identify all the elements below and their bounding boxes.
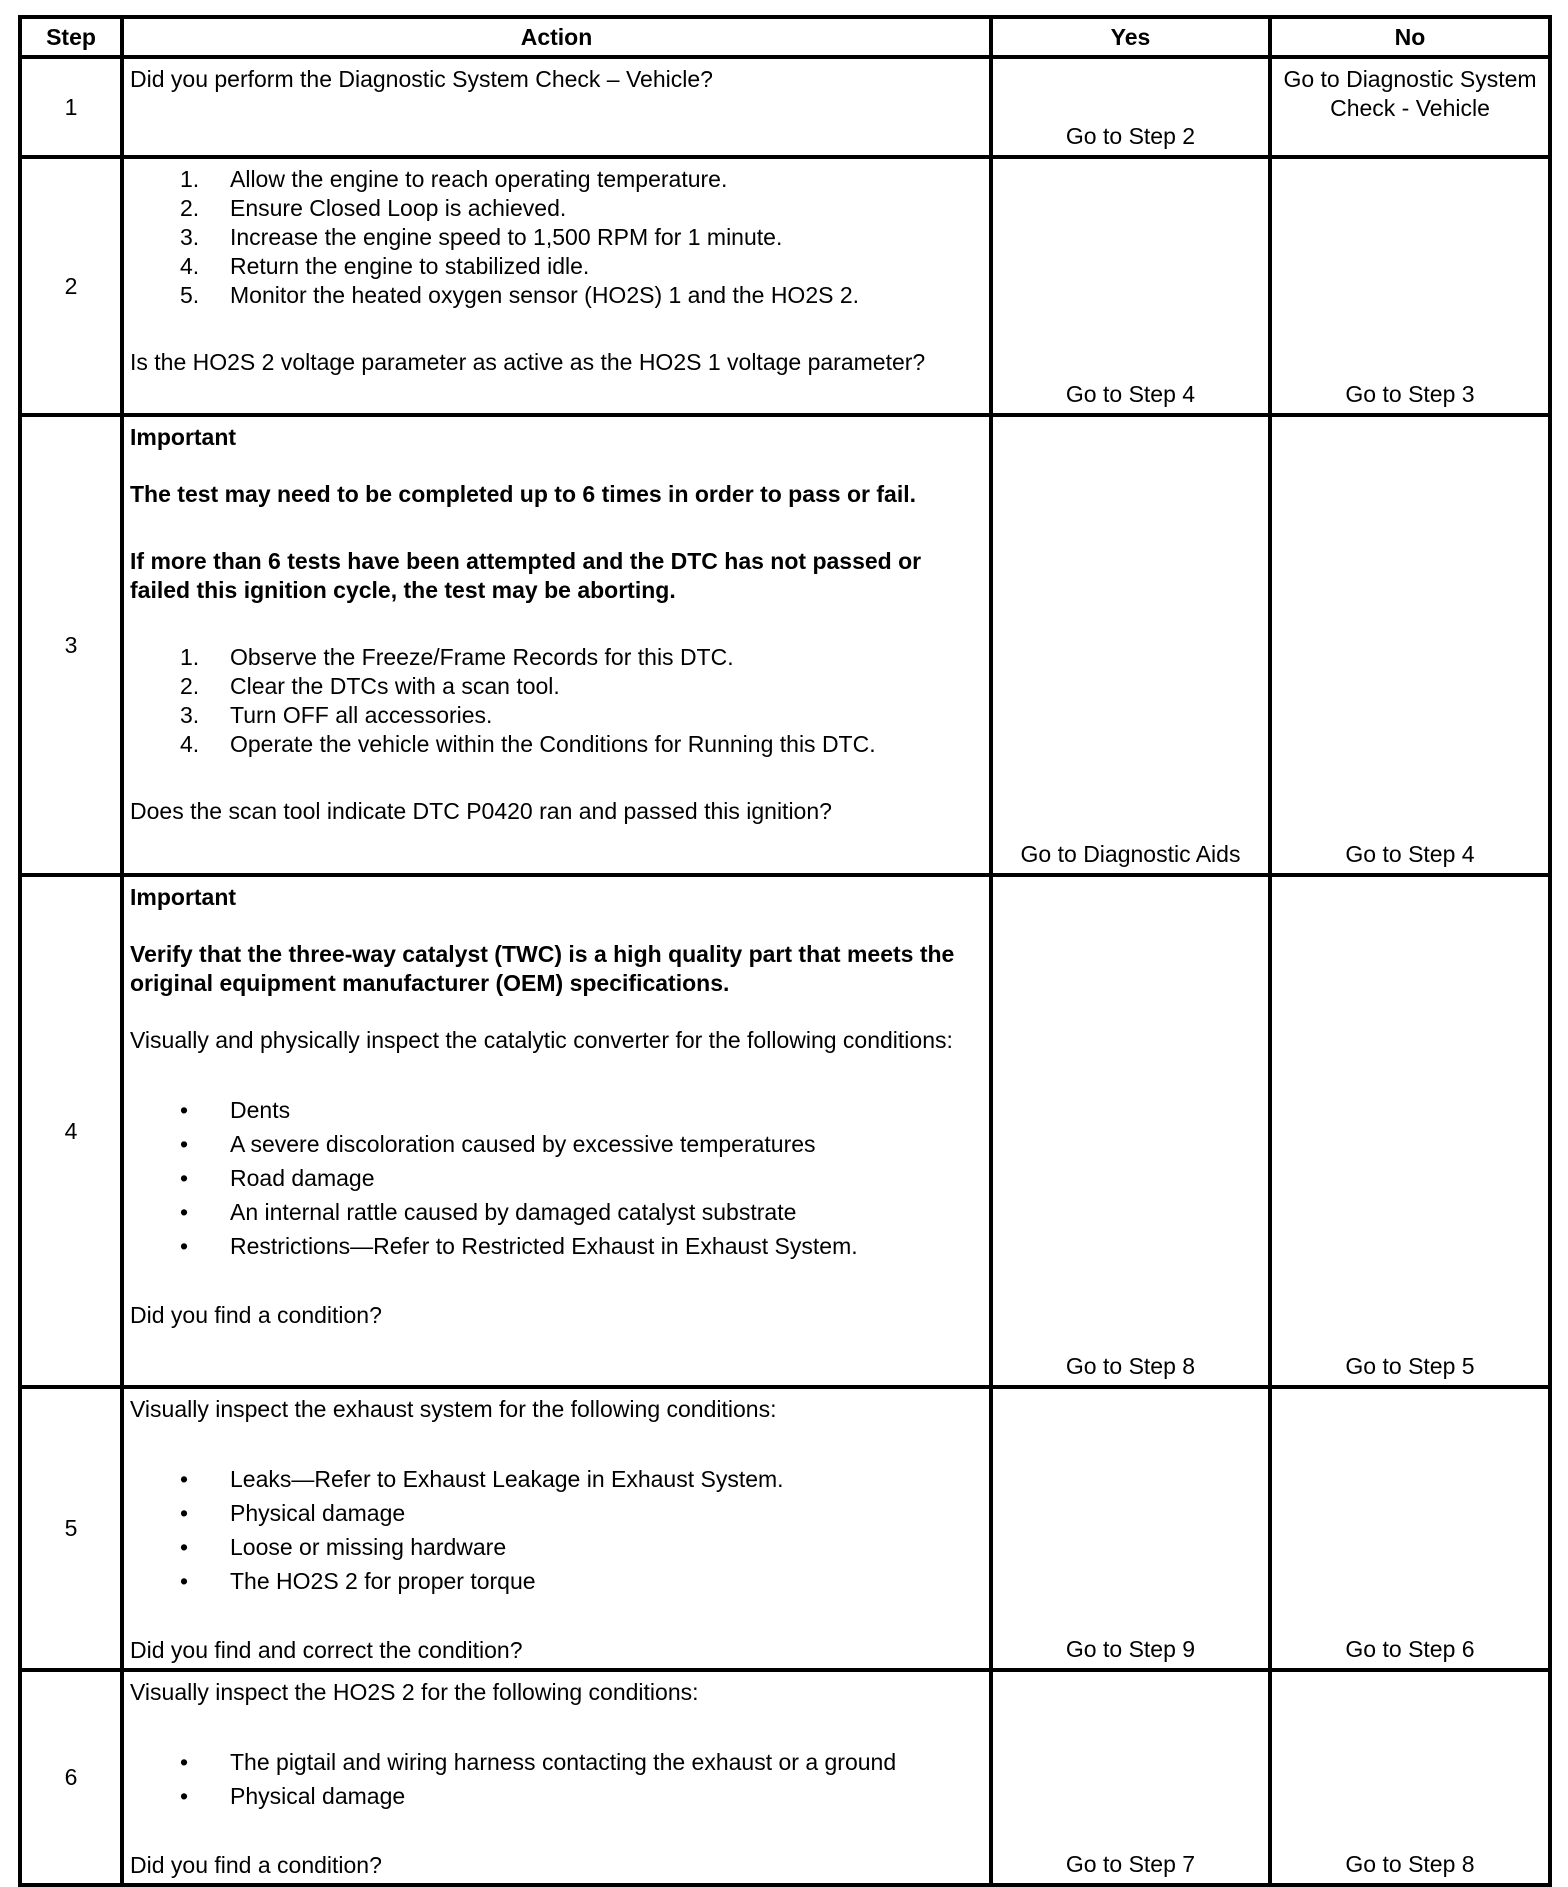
question-text: Did you find a condition? — [130, 1302, 382, 1328]
list-item: • Restrictions—Refer to Restricted Exhaust in Exhaust System. — [180, 1233, 858, 1259]
list-item: • Physical damage — [180, 1783, 406, 1809]
list-item: • Dents — [180, 1097, 291, 1123]
diagnostic-table — [18, 15, 1552, 1887]
important-note: The test may need to be completed up to 6 times in order to pass or fail. — [130, 481, 916, 507]
step-number: 1 — [20, 57, 122, 157]
yes-cell: Go to Step 7 — [991, 1670, 1270, 1885]
list-item: • The HO2S 2 for proper torque — [180, 1568, 536, 1594]
list-item: • Road damage — [180, 1165, 375, 1191]
list-item: 3. Turn OFF all accessories. — [180, 702, 493, 728]
intro-text: Visually and physically inspect the catalytic converter for the following conditions: — [130, 1027, 953, 1053]
question-text: Did you perform the Diagnostic System Check – Vehicle? — [130, 66, 713, 92]
action-cell — [122, 157, 991, 415]
list-item: • Leaks—Refer to Exhaust Leakage in Exhaust System. — [180, 1466, 784, 1492]
important-note: If more than 6 tests have been attempted and the DTC has not passed or failed this ignition cycle, the test may be aborting. — [130, 548, 922, 603]
no-cell: Go to Step 6 — [1270, 1387, 1550, 1670]
table-row — [20, 415, 1550, 875]
yes-cell: Go to Step 2 — [991, 57, 1270, 157]
header-row — [20, 17, 1550, 57]
important-label: Important — [130, 424, 237, 450]
list-item: 3. Increase the engine speed to 1,500 RPM for 1 minute. — [180, 224, 783, 250]
question-text: Is the HO2S 2 voltage parameter as active as the HO2S 1 voltage parameter? — [130, 349, 926, 375]
table-row — [20, 1387, 1550, 1670]
no-cell: Go to Step 5 — [1270, 875, 1550, 1387]
header-yes: Yes — [991, 17, 1270, 57]
numbered-list — [130, 165, 983, 310]
intro-text: Visually inspect the exhaust system for the following conditions: — [130, 1396, 777, 1422]
list-item: • The pigtail and wiring harness contacting the exhaust or a ground — [180, 1749, 897, 1775]
step-number: 5 — [20, 1387, 122, 1670]
action-cell — [122, 415, 991, 875]
list-item: 2. Ensure Closed Loop is achieved. — [180, 195, 567, 221]
list-item: • Physical damage — [180, 1500, 406, 1526]
step-number: 3 — [20, 415, 122, 875]
list-item: 1. Allow the engine to reach operating temperature. — [180, 166, 728, 192]
no-cell: Go to Diagnostic System Check - Vehicle — [1270, 57, 1550, 157]
yes-cell: Go to Diagnostic Aids — [991, 415, 1270, 875]
list-item: 2. Clear the DTCs with a scan tool. — [180, 673, 560, 699]
table-row — [20, 1670, 1550, 1885]
step-number: 4 — [20, 875, 122, 1387]
list-item: 4. Return the engine to stabilized idle. — [180, 253, 590, 279]
table-row — [20, 157, 1550, 415]
yes-cell: Go to Step 4 — [991, 157, 1270, 415]
header-no: No — [1270, 17, 1550, 57]
step-number: 2 — [20, 157, 122, 415]
table-row — [20, 875, 1550, 1387]
action-cell — [122, 1387, 991, 1670]
action-cell — [122, 57, 991, 157]
header-action: Action — [122, 17, 991, 57]
action-cell — [122, 1670, 991, 1885]
list-item: 4. Operate the vehicle within the Conditions for Running this DTC. — [180, 731, 876, 757]
bullet-list — [130, 1462, 983, 1598]
list-item: • Loose or missing hardware — [180, 1534, 507, 1560]
intro-text: Visually inspect the HO2S 2 for the following conditions: — [130, 1679, 699, 1705]
question-text: Did you find a condition? — [130, 1852, 382, 1878]
step-number: 6 — [20, 1670, 122, 1885]
no-cell: Go to Step 4 — [1270, 415, 1550, 875]
important-note: Verify that the three-way catalyst (TWC) is a high quality part that meets the original equipment manufacturer (OEM) specifications. — [130, 941, 955, 996]
list-item: • A severe discoloration caused by excessive temperatures — [180, 1131, 816, 1157]
question-text: Did you find and correct the condition? — [130, 1637, 523, 1663]
list-item: • An internal rattle caused by damaged catalyst substrate — [180, 1199, 797, 1225]
list-item: 1. Observe the Freeze/Frame Records for this DTC. — [180, 644, 734, 670]
table-row — [20, 57, 1550, 157]
important-label: Important — [130, 884, 237, 910]
bullet-list — [130, 1745, 983, 1813]
no-cell: Go to Step 3 — [1270, 157, 1550, 415]
numbered-list — [130, 643, 983, 759]
header-step: Step — [20, 17, 122, 57]
action-cell — [122, 875, 991, 1387]
list-item: 5. Monitor the heated oxygen sensor (HO2S) 1 and the HO2S 2. — [180, 282, 860, 308]
question-text: Does the scan tool indicate DTC P0420 ran and passed this ignition? — [130, 798, 832, 824]
bullet-list — [130, 1093, 983, 1263]
yes-cell: Go to Step 8 — [991, 875, 1270, 1387]
no-cell: Go to Step 8 — [1270, 1670, 1550, 1885]
yes-cell: Go to Step 9 — [991, 1387, 1270, 1670]
